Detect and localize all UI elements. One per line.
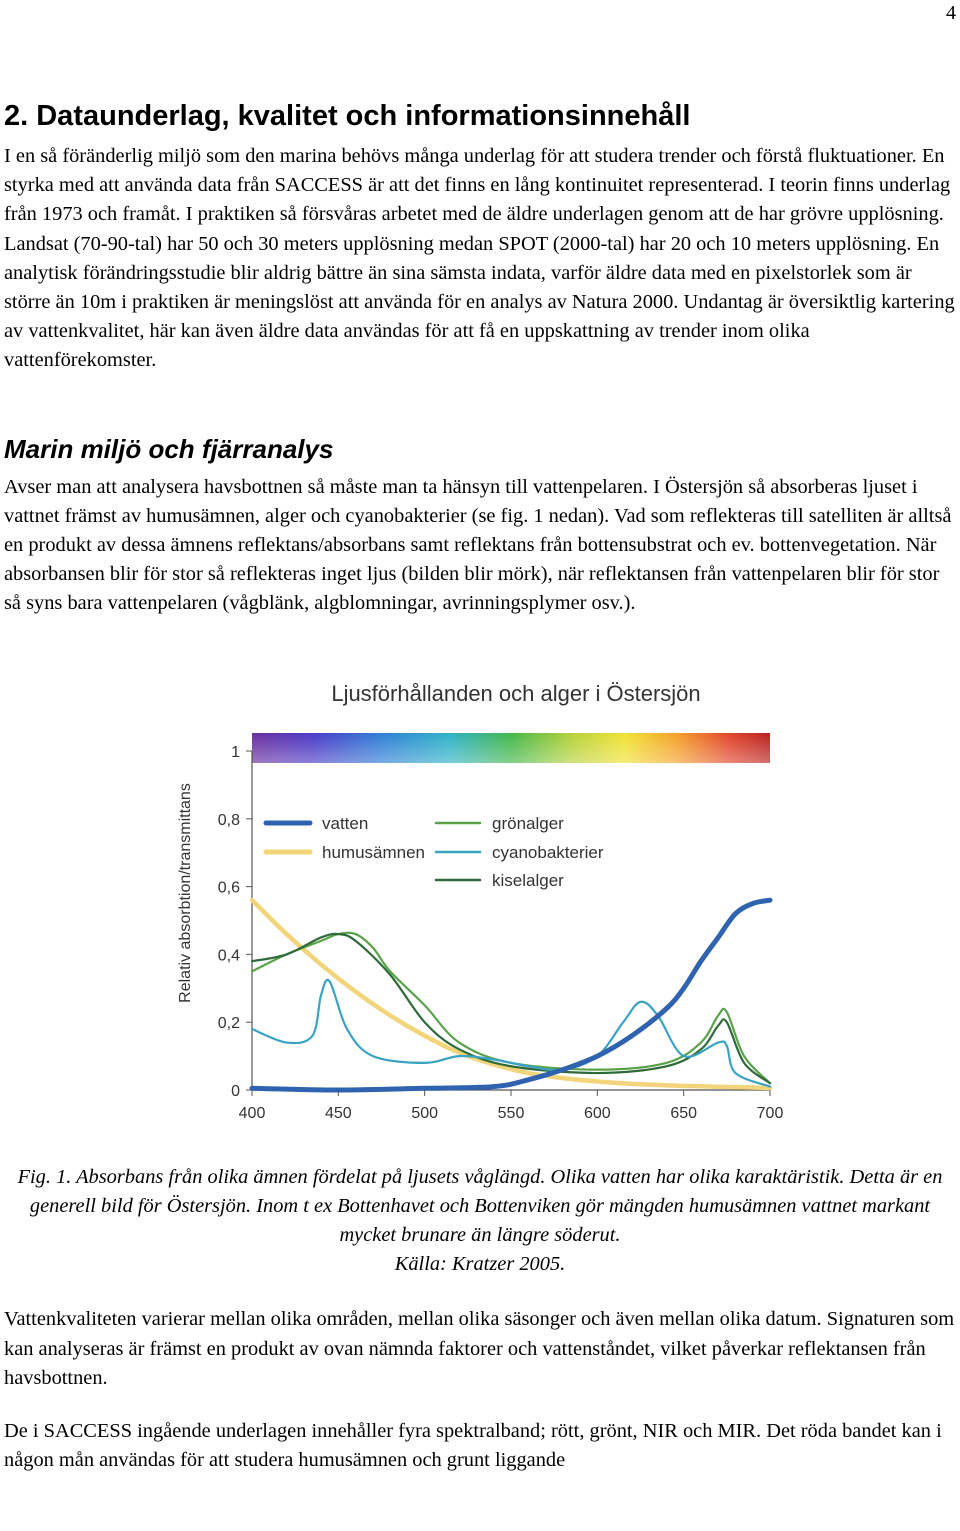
x-tick-label: 400 <box>238 1104 266 1122</box>
x-tick-label: 600 <box>583 1104 611 1122</box>
y-tick-label: 0,8 <box>217 811 240 829</box>
y-tick-label: 0,4 <box>217 947 240 965</box>
x-tick-label: 700 <box>756 1104 784 1122</box>
absorption-figure <box>4 663 956 1163</box>
legend-label-vatten: vatten <box>322 813 369 833</box>
y-tick-label: 0,2 <box>217 1014 240 1032</box>
x-tick-label: 550 <box>497 1104 525 1122</box>
subsection-heading: Marin miljö och fjärranalys <box>4 433 334 464</box>
x-tick-label: 450 <box>324 1104 352 1122</box>
figure-caption-source: Källa: Kratzer 2005. <box>394 1253 566 1276</box>
chart-title: Ljusförhållanden och alger i Östersjön <box>331 680 701 706</box>
figure-caption-text: Fig. 1. Absorbans från olika ämnen fördelat på ljusets våglängd. Olika vatten har olika karaktäristik. Detta är en generell bild för Östersjön. Inom t ex Bottenhavet och Bottenviken gör mängden humusämnen vattnet markant mycket brunare än längre söderut. <box>17 1165 943 1247</box>
chart-legend <box>266 814 604 890</box>
y-axis-label: Relativ absorbtion/transmittans <box>177 782 194 1003</box>
body-paragraph-2: De i SACCESS ingående underlagen innehåller fyra spektralband; rött, grönt, NIR och MIR. Det röda bandet kan i någon mån användas för att studera humusämnen och grunt liggande <box>4 1420 942 1472</box>
x-tick-label: 650 <box>670 1104 698 1122</box>
page-number: 4 <box>946 2 956 24</box>
body-paragraph-1: Vattenkvaliteten varierar mellan olika områden, mellan olika säsonger och även mellan olika datum. Signaturen som kan analyseras är främst en produkt av ovan nämnda faktorer och vattenståndet, vilket påverkar reflektansen från havsbottnen. <box>4 1308 955 1389</box>
y-tick-label: 0,6 <box>217 879 240 897</box>
subsection-paragraph: Avser man att analysera havsbottnen så måste man ta hänsyn till vattenpelaren. I Östersjön så absorberas ljuset i vattnet främst av humusämnen, alger och cyanobakterier (se fig. 1 nedan). Vad som reflekteras till satelliten är alltså en produkt av dessa ämnens reflektans/absorbans samt reflektans från bottensubstrat och ev. bottenvegetation. När absorbansen blir för stor så reflekteras inget ljus (bilden blir mörk), när reflektansen från vattenpelaren blir för stor så syns bara vattenpelaren (vågblänk, algblomningar, avrinningsplymer osv.). <box>4 475 952 615</box>
legend-label-grönalger: grönalger <box>492 813 564 833</box>
y-tick-label: 0 <box>231 1082 240 1100</box>
section-heading: 2. Dataunderlag, kvalitet och informationsinnehåll <box>4 100 691 132</box>
legend-label-cyanobakterier: cyanobakterier <box>492 842 604 862</box>
figure-caption <box>4 1163 956 1280</box>
spectrum-band-fade <box>252 733 770 763</box>
series-line-grönalger <box>252 932 770 1082</box>
series-line-kiselalger <box>252 934 770 1083</box>
x-tick-label: 500 <box>411 1104 439 1122</box>
series-line-humusämnen <box>252 900 770 1088</box>
document-body <box>4 96 956 1475</box>
legend-label-kiselalger: kiselalger <box>492 870 564 890</box>
section-paragraph: I en så föränderlig miljö som den marina behövs många underlag för att studera trender och förstå fluktuationer. En styrka med att använda data från SACCESS är att det finns en lång kontinuitet representerad. I teorin finns underlag från 1973 och framåt. I praktiken så försvåras arbetet med de äldre underlagen genom att de har grövre upplösning. Landsat (70-90-tal) har 50 och 30 meters upplösning medan SPOT (2000-tal) har 20 och 10 meters upplösning. En analytisk förändringsstudie blir aldrig bättre än sina sämsta indata, varför äldre data med en pixelstorlek som är större än 10m i praktiken är meningslöst att använda för en analys av Natura 2000. Undantag är översiktlig kartering av vattenkvalitet, här kan även äldre data användas för att få en uppskattning av trender inom olika vattenförekomster. <box>4 145 955 372</box>
chart-plot <box>252 900 770 1090</box>
series-line-vatten <box>252 900 770 1090</box>
legend-label-humusämnen: humusämnen <box>322 842 426 862</box>
y-tick-label: 1 <box>231 743 240 761</box>
absorption-chart <box>4 663 956 1143</box>
